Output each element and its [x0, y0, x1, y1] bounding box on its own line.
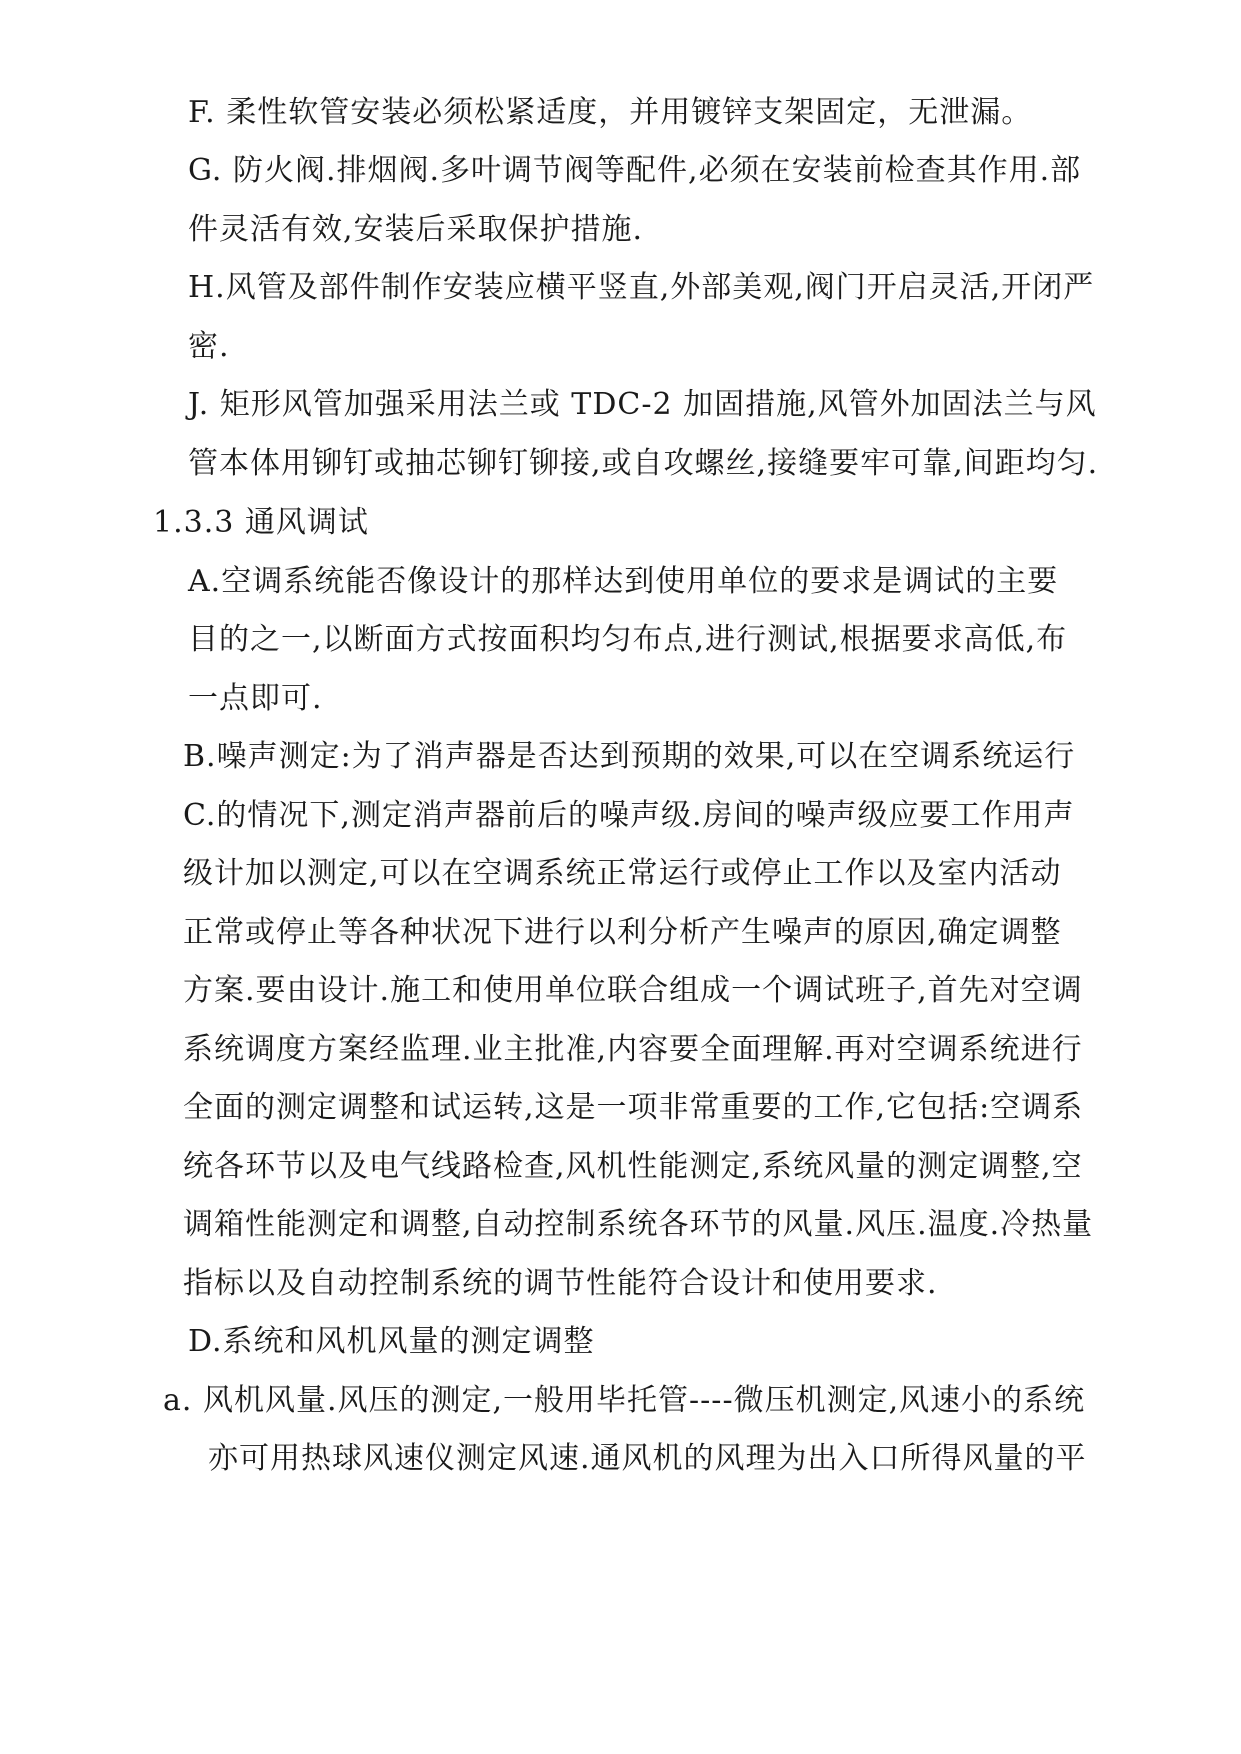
paragraph-a-line-3: 一点即可.: [188, 681, 323, 716]
paragraph-c-line-7: 统各环节以及电气线路检查,风机性能测定,系统风量的测定调整,空: [183, 1149, 1083, 1184]
paragraph-c-line-9: 指标以及自动控制系统的调节性能符合设计和使用要求.: [183, 1266, 938, 1301]
paragraph-j-line-2: 管本体用铆钉或抽芯铆钉铆接,或自攻螺丝,接缝要牢可靠,间距均匀.: [188, 446, 1099, 481]
paragraph-d-line-1: D.系统和风机风量的测定调整: [188, 1324, 595, 1359]
paragraph-g-line-1: G. 防火阀.排烟阀.多叶调节阀等配件,必须在安装前检查其作用.部: [188, 153, 1082, 188]
section-heading-1-3-3: 1.3.3 通风调试: [153, 505, 369, 540]
paragraph-c-line-4: 方案.要由设计.施工和使用单位联合组成一个调试班子,首先对空调: [183, 973, 1083, 1008]
paragraph-h-line-1: H.风管及部件制作安装应横平竖直,外部美观,阀门开启灵活,开闭严: [188, 270, 1095, 305]
paragraph-c-line-8: 调箱性能测定和调整,自动控制系统各环节的风量.风压.温度.冷热量: [183, 1207, 1094, 1242]
paragraph-h-line-2: 密.: [188, 329, 230, 364]
paragraph-c-line-5: 系统调度方案经监理.业主批准,内容要全面理解.再对空调系统进行: [183, 1032, 1083, 1067]
paragraph-c-line-6: 全面的测定调整和试运转,这是一项非常重要的工作,它包括:空调系: [183, 1090, 1084, 1125]
paragraph-f-line-1: F. 柔性软管安装必须松紧适度，并用镀锌支架固定，无泄漏。: [188, 95, 1033, 130]
paragraph-b-line-1: B.噪声测定:为了消声器是否达到预期的效果,可以在空调系统运行: [183, 739, 1076, 774]
paragraph-a-line-1: A.空调系统能否像设计的那样达到使用单位的要求是调试的主要: [188, 564, 1059, 599]
item-a-line-1: a. 风机风量.风压的测定,一般用毕托管----微压机测定,风速小的系统: [163, 1383, 1086, 1418]
paragraph-c-line-1: C.的情况下,测定消声器前后的噪声级.房间的噪声级应要工作用声: [183, 798, 1075, 833]
paragraph-j-line-1: J. 矩形风管加强采用法兰或 TDC-2 加固措施,风管外加固法兰与风: [188, 387, 1097, 422]
item-a-line-2: 亦可用热球风速仪测定风速.通风机的风理为出入口所得风量的平: [208, 1441, 1087, 1476]
paragraph-g-line-2: 件灵活有效,安装后采取保护措施.: [188, 212, 644, 247]
paragraph-a-line-2: 目的之一,以断面方式按面积均匀布点,进行测试,根据要求高低,布: [188, 622, 1068, 657]
paragraph-c-line-2: 级计加以测定,可以在空调系统正常运行或停止工作以及室内活动: [183, 856, 1062, 891]
paragraph-c-line-3: 正常或停止等各种状况下进行以利分析产生噪声的原因,确定调整: [183, 915, 1062, 950]
